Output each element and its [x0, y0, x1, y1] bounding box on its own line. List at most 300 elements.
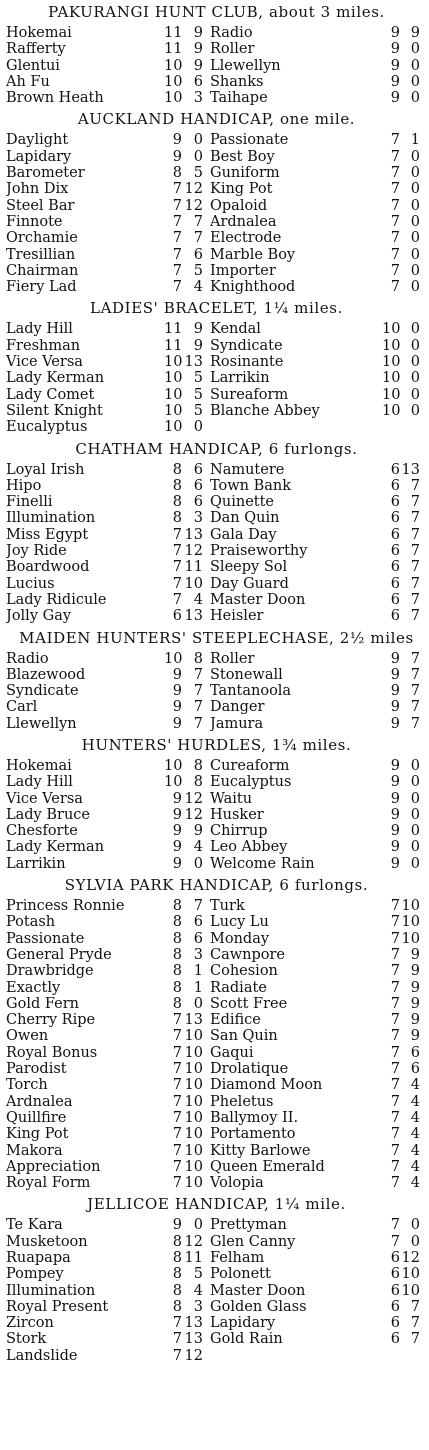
entry-row [6, 947, 427, 963]
entries-list [6, 651, 427, 732]
horse-name: Roller [210, 650, 255, 667]
weight-lb: 0 [193, 132, 203, 149]
weight-stone: 6 [390, 477, 400, 494]
weight-lb: 12 [184, 1347, 203, 1364]
race-section [6, 109, 427, 295]
weight-lb: 7 [410, 559, 420, 576]
entry-row [6, 1045, 427, 1061]
weight-lb: 4 [193, 591, 203, 608]
weight-lb: 7 [410, 666, 420, 683]
horse-name: Ballymoy II. [210, 1109, 299, 1126]
weight-lb: 4 [410, 1158, 420, 1175]
weight-stone: 7 [390, 930, 400, 947]
horse-name: Larrikin [6, 855, 66, 872]
horse-name: Quillfire [6, 1109, 67, 1126]
horse-name: Husker [210, 806, 264, 823]
entry-row [6, 1348, 427, 1364]
horse-name: Roller [210, 41, 255, 58]
weight-lb: 0 [410, 57, 420, 74]
weight-stone: 7 [390, 279, 400, 296]
horse-name: Vice Versa [6, 354, 83, 371]
weight-lb: 0 [193, 995, 203, 1012]
weight-lb: 7 [410, 1298, 420, 1315]
weight-stone: 10 [164, 370, 183, 387]
entry-row [6, 74, 427, 90]
weight-stone: 7 [390, 995, 400, 1012]
horse-name: Polonett [210, 1266, 271, 1283]
horse-name: Golden Glass [210, 1298, 307, 1315]
horse-name: Guniform [210, 165, 280, 182]
weight-lb: 13 [184, 1315, 203, 1332]
weight-lb: 10 [184, 1061, 203, 1078]
weight-stone: 7 [390, 1158, 400, 1175]
weight-stone: 6 [390, 1331, 400, 1348]
weight-lb: 7 [410, 575, 420, 592]
weight-lb: 1 [193, 963, 203, 980]
weight-stone: 9 [172, 839, 182, 856]
entry-row [6, 263, 427, 279]
entry-row [6, 198, 427, 214]
entry-row [6, 651, 427, 667]
weight-lb: 5 [193, 370, 203, 387]
weight-lb: 6 [193, 477, 203, 494]
horse-name [210, 419, 382, 435]
weight-lb: 0 [410, 262, 420, 279]
weight-stone: 6 [390, 461, 400, 478]
weight-stone: 10 [164, 774, 183, 791]
weight-stone: 11 [164, 321, 183, 338]
race-title: LADIES' BRACELET, 1¼ miles. [90, 299, 343, 318]
weight-stone: 9 [390, 839, 400, 856]
weight-stone: 8 [172, 995, 182, 1012]
horse-name: Cherry Ripe [6, 1012, 96, 1029]
weight-lb: 5 [193, 386, 203, 403]
horse-name: Gold Rain [210, 1331, 283, 1348]
weight-lb: 6 [410, 1044, 420, 1061]
weight-stone: 7 [390, 132, 400, 149]
weight-lb: 7 [193, 213, 203, 230]
weight-lb: 10 [184, 1077, 203, 1094]
weight-stone: 7 [172, 1158, 182, 1175]
horse-name: Praiseworthy [210, 543, 308, 560]
weight-stone: 7 [390, 230, 400, 247]
weight-lb: 12 [184, 1233, 203, 1250]
weight-stone: 7 [172, 279, 182, 296]
entry-row [6, 1217, 427, 1233]
weight-stone: 10 [164, 90, 183, 107]
horse-name: Best Boy [210, 148, 275, 165]
weight-lb: 4 [410, 1093, 420, 1110]
weight-lb: 9 [193, 41, 203, 58]
horse-name: Ardnalea [210, 213, 277, 230]
horse-name: Importer [210, 262, 276, 279]
weight-stone: 7 [390, 1061, 400, 1078]
entry-row [6, 279, 427, 295]
weight-stone: 9 [390, 666, 400, 683]
horse-name: King Pot [6, 1126, 69, 1143]
weight-lb: 13 [184, 1331, 203, 1348]
entry-row [6, 931, 427, 947]
weight-lb: 9 [193, 25, 203, 41]
weight-lb: 0 [193, 1217, 203, 1234]
horse-name: Illumination [6, 510, 96, 527]
weight-stone: 9 [172, 1217, 182, 1234]
weight-stone: 7 [172, 1331, 182, 1348]
race-section [6, 628, 427, 732]
entries-list [6, 25, 427, 106]
horse-name: Royal Form [6, 1175, 91, 1192]
weight-lb: 0 [410, 90, 420, 107]
horse-name: Hokemai [6, 757, 72, 774]
weight-stone [382, 1348, 400, 1364]
race-title: CHATHAM HANDICAP, 6 furlongs. [75, 439, 358, 458]
entries-list [6, 758, 427, 872]
horse-name: Blanche Abbey [210, 402, 320, 419]
entry-row [6, 90, 427, 106]
race-section [6, 2, 427, 106]
weight-stone: 7 [172, 1077, 182, 1094]
horse-name: Lady Bruce [6, 806, 90, 823]
weight-stone: 7 [172, 543, 182, 560]
weight-stone: 7 [390, 898, 400, 915]
horse-name: Musketoon [6, 1233, 88, 1250]
weight-stone: 9 [390, 823, 400, 840]
weight-lb: 13 [184, 608, 203, 625]
horse-name: Rosinante [210, 354, 284, 371]
weight-stone: 7 [390, 1142, 400, 1159]
weight-lb: 0 [410, 73, 420, 90]
horse-name: Hipo [6, 477, 42, 494]
weight-stone: 9 [390, 855, 400, 872]
entry-row [6, 1175, 427, 1191]
entry-row [6, 1110, 427, 1126]
weight-lb: 7 [410, 715, 420, 732]
horse-name: Lady Kerman [6, 839, 105, 856]
horse-name: Princess Ronnie [6, 898, 125, 915]
weight-stone: 7 [390, 1077, 400, 1094]
horse-name: Kitty Barlowe [210, 1142, 311, 1159]
entry-row [6, 165, 427, 181]
weight-lb: 0 [410, 855, 420, 872]
weight-lb: 10 [401, 914, 420, 931]
weight-lb: 9 [410, 995, 420, 1012]
weight-lb: 9 [193, 337, 203, 354]
weight-lb: 9 [410, 979, 420, 996]
horse-name: Finelli [6, 494, 53, 511]
weight-stone: 7 [172, 1093, 182, 1110]
entries-list [6, 1217, 427, 1364]
entry-row [6, 774, 427, 790]
entry-row [6, 576, 427, 592]
horse-name: Lady Ridicule [6, 591, 107, 608]
weight-lb: 8 [193, 757, 203, 774]
horse-name: Glentui [6, 57, 60, 74]
entry-row [6, 807, 427, 823]
entry-row [6, 338, 427, 354]
entry-row [6, 41, 427, 57]
weight-lb: 8 [193, 650, 203, 667]
entry-row [6, 181, 427, 197]
entry-row [6, 1077, 427, 1093]
weight-stone: 7 [390, 213, 400, 230]
entries-list [6, 132, 427, 295]
weight-stone: 7 [390, 1233, 400, 1250]
entry-row [6, 214, 427, 230]
entry-row [6, 716, 427, 732]
weight-lb: 0 [410, 230, 420, 247]
horse-name: Passionate [6, 930, 85, 947]
weight-stone: 9 [172, 823, 182, 840]
horse-name: Pompey [6, 1266, 64, 1283]
entry-row [6, 963, 427, 979]
weight-stone: 6 [390, 1298, 400, 1315]
horse-name: Hokemai [6, 25, 72, 41]
horse-name: Exactly [6, 979, 61, 996]
weight-stone: 7 [390, 1012, 400, 1029]
weight-lb: 7 [410, 591, 420, 608]
horse-name: Sureaform [210, 386, 289, 403]
horse-name: Lady Hill [6, 321, 73, 338]
horse-name: Cohesion [210, 963, 278, 980]
horse-name: Lady Hill [6, 774, 73, 791]
horse-name: Joy Ride [6, 543, 67, 560]
race-section [6, 439, 427, 625]
weight-stone: 7 [172, 591, 182, 608]
weight-lb: 0 [410, 213, 420, 230]
horse-name: Barometer [6, 165, 85, 182]
horse-name: Volopia [210, 1175, 264, 1192]
horse-name: Lapidary [6, 148, 72, 165]
entries-list [6, 898, 427, 1191]
weight-lb: 6 [193, 461, 203, 478]
entry-row [6, 494, 427, 510]
horse-name: Cawnpore [210, 946, 286, 963]
horse-name: Master Doon [210, 1282, 306, 1299]
weight-stone: 8 [172, 979, 182, 996]
weight-stone: 7 [390, 262, 400, 279]
weight-lb: 4 [410, 1109, 420, 1126]
horse-name: Knighthood [210, 279, 296, 296]
horse-name: Royal Present [6, 1298, 109, 1315]
weight-lb: 3 [193, 510, 203, 527]
weight-stone: 7 [172, 1109, 182, 1126]
entry-row [6, 608, 427, 624]
weight-lb: 0 [193, 148, 203, 165]
weight-stone: 8 [172, 946, 182, 963]
entry-row [6, 839, 427, 855]
horse-name: Pheletus [210, 1093, 274, 1110]
entries-list [6, 321, 427, 435]
horse-name: Glen Canny [210, 1233, 296, 1250]
weight-stone: 8 [172, 898, 182, 915]
horse-name: Drawbridge [6, 963, 94, 980]
weight-stone: 7 [390, 1217, 400, 1234]
entry-row [6, 1061, 427, 1077]
entry-row [6, 914, 427, 930]
horse-name: Parodist [6, 1061, 67, 1078]
horse-name: Loyal Irish [6, 461, 85, 478]
horse-name: Zircon [6, 1315, 54, 1332]
weight-stone: 7 [390, 165, 400, 182]
weight-stone: 8 [172, 1282, 182, 1299]
horse-name: Lapidary [210, 1315, 276, 1332]
entry-row [6, 1299, 427, 1315]
horse-name: Brown Heath [6, 90, 104, 107]
horse-name: Miss Egypt [6, 526, 89, 543]
weight-stone: 10 [382, 386, 401, 403]
race-title: HUNTERS' HURDLES, 1¾ miles. [81, 735, 352, 754]
weight-stone: 8 [172, 461, 182, 478]
weight-stone: 8 [172, 914, 182, 931]
weight-stone: 9 [390, 683, 400, 700]
weight-stone: 7 [390, 1044, 400, 1061]
entry-row [6, 321, 427, 337]
weight-stone: 9 [390, 715, 400, 732]
horse-name: Silent Knight [6, 402, 103, 419]
weight-stone: 7 [390, 946, 400, 963]
weight-lb: 1 [410, 132, 420, 149]
weight-lb: 7 [410, 1315, 420, 1332]
horse-name: Radiate [210, 979, 267, 996]
horse-name: Stork [6, 1331, 47, 1348]
entry-row [6, 419, 427, 435]
weight-lb: 12 [184, 543, 203, 560]
weight-lb: 0 [410, 181, 420, 198]
horse-name: Llewellyn [6, 715, 77, 732]
entry-row [6, 247, 427, 263]
weight-stone: 6 [390, 608, 400, 625]
race-title: AUCKLAND HANDICAP, one mile. [77, 110, 356, 129]
weight-lb: 0 [410, 337, 420, 354]
horse-name: Master Doon [210, 591, 306, 608]
horse-name: Welcome Rain [210, 855, 315, 872]
horse-name: Edifice [210, 1012, 261, 1029]
horse-name: Gold Fern [6, 995, 79, 1012]
weight-lb: 6 [410, 1061, 420, 1078]
horse-name: Chirrup [210, 823, 268, 840]
weight-lb: 5 [193, 262, 203, 279]
weight-lb: 7 [410, 543, 420, 560]
weight-stone: 7 [172, 1061, 182, 1078]
horse-name: Lady Kerman [6, 370, 105, 387]
weight-stone: 9 [390, 73, 400, 90]
horse-name: Dan Quin [210, 510, 280, 527]
horse-name: Landslide [6, 1347, 78, 1364]
entry-row [6, 1012, 427, 1028]
entry-row [6, 543, 427, 559]
weight-lb: 4 [193, 839, 203, 856]
horse-name: Illumination [6, 1282, 96, 1299]
horse-name: Potash [6, 914, 56, 931]
weight-lb: 9 [193, 57, 203, 74]
weight-stone: 9 [172, 699, 182, 716]
weight-stone: 7 [390, 1175, 400, 1192]
weight-stone: 7 [390, 914, 400, 931]
horse-name: Leo Abbey [210, 839, 288, 856]
weight-stone: 6 [390, 510, 400, 527]
horse-name: Waitu [210, 790, 253, 807]
horse-name: Passionate [210, 132, 289, 149]
weight-lb [400, 1348, 420, 1364]
weight-stone: 7 [172, 1315, 182, 1332]
weight-lb: 0 [410, 370, 420, 387]
entry-row [6, 823, 427, 839]
weight-lb: 6 [193, 246, 203, 263]
weight-lb: 0 [410, 165, 420, 182]
entry-row [6, 1159, 427, 1175]
entry-row [6, 1283, 427, 1299]
weight-lb: 11 [184, 559, 203, 576]
race-title: SYLVIA PARK HANDICAP, 6 furlongs. [64, 876, 369, 895]
race-section [6, 735, 427, 872]
weight-stone: 6 [390, 591, 400, 608]
horse-name: Syndicate [6, 683, 79, 700]
weight-stone: 10 [382, 402, 401, 419]
weight-stone: 10 [164, 402, 183, 419]
entry-row [6, 699, 427, 715]
weight-stone: 7 [172, 246, 182, 263]
weight-stone: 7 [390, 1093, 400, 1110]
weight-lb: 9 [410, 1028, 420, 1045]
weight-stone: 9 [390, 790, 400, 807]
entry-row [6, 510, 427, 526]
horse-name: Heisler [210, 608, 264, 625]
horse-name: Portamento [210, 1126, 296, 1143]
entry-row [6, 462, 427, 478]
horse-name: Opaloid [210, 197, 268, 214]
horse-name: Tresillian [6, 246, 76, 263]
weight-lb: 6 [193, 494, 203, 511]
horse-name: Owen [6, 1028, 49, 1045]
weight-stone: 8 [172, 963, 182, 980]
entry-row [6, 1250, 427, 1266]
horse-name: Gala Day [210, 526, 277, 543]
horse-name: Turk [210, 898, 245, 915]
weight-lb: 0 [410, 197, 420, 214]
weight-lb: 0 [410, 279, 420, 296]
weight-stone: 10 [164, 757, 183, 774]
weight-lb: 10 [184, 1093, 203, 1110]
weight-lb: 10 [184, 1028, 203, 1045]
horse-name: Drolatique [210, 1061, 289, 1078]
horse-name: Chairman [6, 262, 79, 279]
horse-name: Cureaform [210, 757, 290, 774]
horse-name: General Pryde [6, 946, 112, 963]
weight-lb: 12 [401, 1250, 420, 1266]
weight-stone: 6 [390, 494, 400, 511]
horse-name: Ah Fu [6, 73, 50, 90]
horse-name: Carl [6, 699, 38, 716]
entry-row [6, 527, 427, 543]
horse-name: Syndicate [210, 337, 283, 354]
weight-stone: 10 [164, 650, 183, 667]
weight-stone: 9 [390, 90, 400, 107]
weight-lb: 0 [410, 839, 420, 856]
weight-lb: 0 [410, 806, 420, 823]
weight-lb: 7 [410, 699, 420, 716]
horse-name: Royal Bonus [6, 1044, 98, 1061]
horse-name: Lady Comet [6, 386, 95, 403]
weight-lb: 7 [410, 1331, 420, 1348]
weight-lb: 13 [401, 461, 420, 478]
weight-stone: 10 [164, 73, 183, 90]
horse-name: Blazewood [6, 666, 86, 683]
weight-lb: 7 [410, 608, 420, 625]
horse-name: Taihape [210, 90, 268, 107]
weight-lb: 10 [184, 1126, 203, 1143]
weight-lb: 8 [193, 774, 203, 791]
horse-name: Steel Bar [6, 197, 75, 214]
